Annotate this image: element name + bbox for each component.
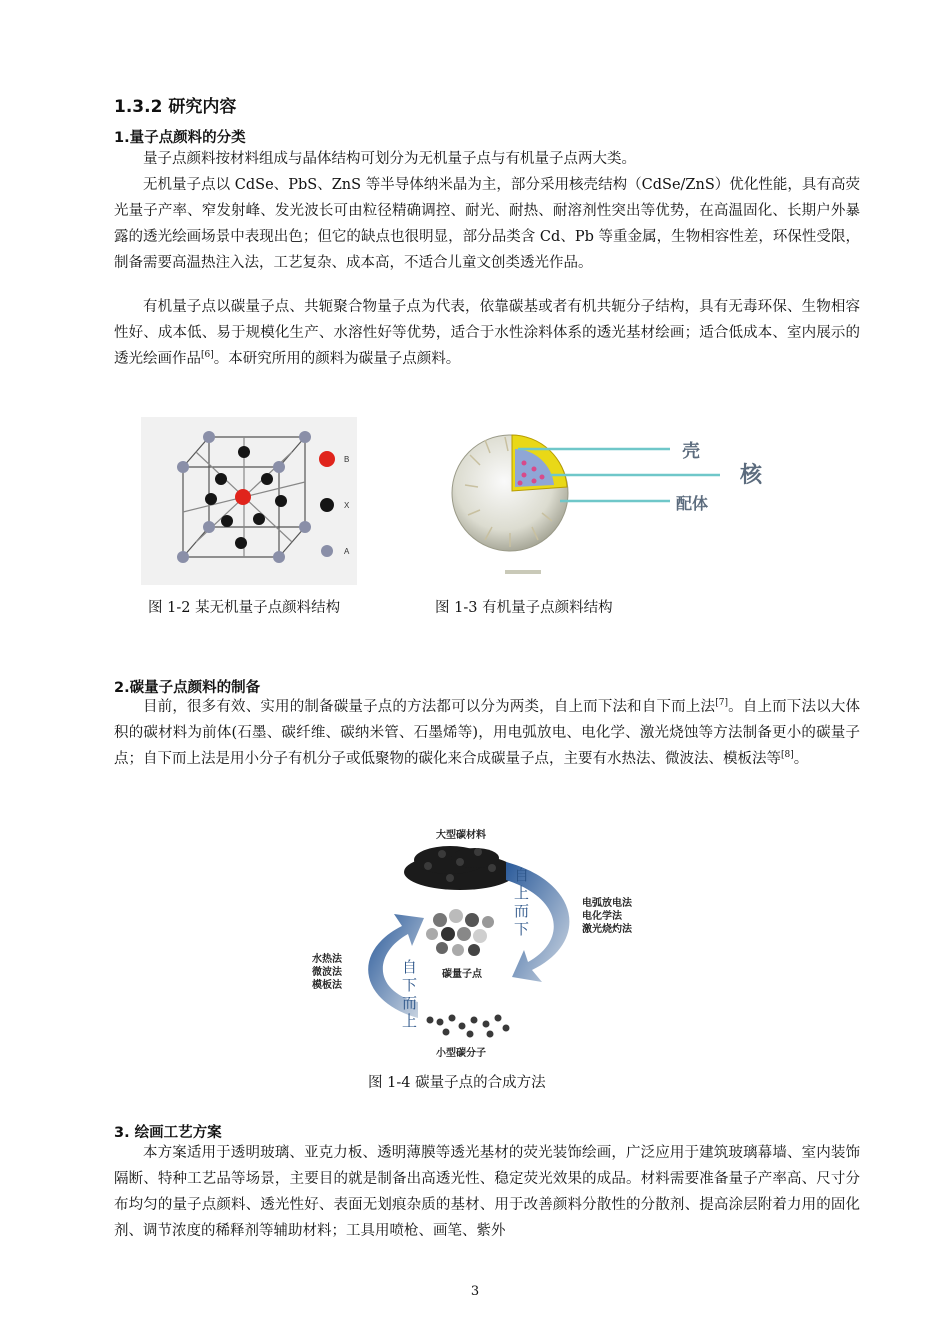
subsection-heading-classification: 1.量子点颜料的分类 [114,130,246,146]
caption-figure-1-2: 图 1-2 某无机量子点颜料结构 [148,600,341,616]
synthesis-cycle-diagram [300,822,650,1062]
citation-ref-6: [6] [201,350,214,361]
paragraph-prep-text-a: 目前，很多有效、实用的制备碳量子点的方法都可以分为两类，自上而下法和自下而上法 [143,699,716,715]
bottom-up-char-1: 自 [402,958,418,976]
top-down-char-1: 自 [514,866,530,884]
crystal-lattice-diagram [141,417,357,585]
bottom-up-char-2: 下 [402,976,418,994]
paragraph-organic-qd [114,294,860,372]
figure-inorganic-structure [141,417,357,585]
legend-a: A [344,547,350,556]
section-heading: 1.3.2 研究内容 [114,97,237,117]
paragraph-organic-tail: 。本研究所用的颜料为碳量子点颜料。 [213,351,461,367]
figure-organic-structure [450,415,780,585]
paragraph-prep-text-c: 。 [793,751,809,767]
bottom-up-char-3: 而 [402,994,418,1012]
method-arc-discharge: 电弧放电法 [582,898,632,909]
top-down-char-3: 而 [514,902,530,920]
label-bulk-carbon: 大型碳材料 [436,830,486,841]
method-hydrothermal: 水热法 [312,954,342,965]
label-ligand: 配体 [676,494,709,513]
citation-ref-8: [8] [781,750,794,761]
method-laser-ablation: 激光烧灼法 [582,924,632,935]
paragraph-inorganic-qd: 无机量子点以 CdSe、PbS、ZnS 等半导体纳米晶为主，部分采用核壳结构（CdSe/ZnS）优化性能，具有高荧光量子产率、窄发射峰、发光波长可由粒径精确调控、耐光、耐热、耐溶剂性突出等优势，在高温固化、长期户外暴露的透光绘画场景中表现出色；但它的缺点也很明显，部分品类含 Cd、Pb 等重金属，生物相容性差，环保性受限，制备需要高温热注入法，工艺复杂、成本高，不适合儿童文创类透光作品。 [114,177,860,271]
legend-x: X [344,501,350,510]
subsection-heading-preparation: 2.碳量子点颜料的制备 [114,680,261,696]
top-down-char-4: 下 [514,920,530,938]
paragraph-organic-text: 有机量子点以碳量子点、共轭聚合物量子点为代表，依靠碳基或者有机共轭分子结构，具有无毒环保、生物相容性好、成本低、易于规模化生产、水溶性好等优势，适合于水性涂料体系的透光基材绘画；适合低成本、室内展示的透光绘画作品 [114,299,860,367]
top-down-char-2: 上 [514,884,530,902]
subsection-heading-painting-process: 3. 绘画工艺方案 [114,1125,222,1141]
paragraph-prep-text-b: 。自上而下法以大体积的碳材料为前体(石墨、碳纤维、碳纳米管、石墨烯等)，用电弧放电、电化学、激光烧蚀等方法制备更小的碳量子点；自下而上法是用小分子有机分子或低聚物的碳化来合成碳量子点，主要有水热法、微波法、模板法等 [114,699,860,767]
legend-b: B [344,455,350,464]
caption-figure-1-3: 图 1-3 有机量子点颜料结构 [435,600,613,616]
label-shell: 壳 [682,441,700,462]
label-small-carbon-molecules: 小型碳分子 [436,1048,486,1059]
method-microwave: 微波法 [312,967,342,978]
page-number: 3 [470,1284,480,1299]
paragraph-preparation [114,694,860,772]
core-shell-ligand-diagram [450,415,780,585]
paragraph-classification-intro: 量子点颜料按材料组成与晶体结构可划分为无机量子点与有机量子点两大类。 [143,151,636,167]
citation-ref-7: [7] [715,698,728,709]
method-template: 模板法 [312,980,342,991]
label-carbon-dots: 碳量子点 [442,969,482,980]
label-core: 核 [740,463,763,488]
caption-figure-1-4: 图 1-4 碳量子点的合成方法 [368,1075,546,1091]
bottom-up-char-4: 上 [402,1012,418,1030]
method-electrochemical: 电化学法 [582,911,622,922]
paragraph-painting-process: 本方案适用于透明玻璃、亚克力板、透明薄膜等透光基材的荧光装饰绘画，广泛应用于建筑玻璃幕墙、室内装饰隔断、特种工艺品等场景，主要目的就是制备出高透光性、稳定荧光效果的成品。材料需要准备量子产率高、尺寸分布均匀的量子点颜料、透光性好、表面无划痕杂质的基材、用于改善颜料分散性的分散剂、提高涂层附着力用的固化剂、调节浓度的稀释剂等辅助材料；工具用喷枪、画笔、紫外 [114,1145,860,1239]
figure-synthesis-methods [300,822,650,1062]
